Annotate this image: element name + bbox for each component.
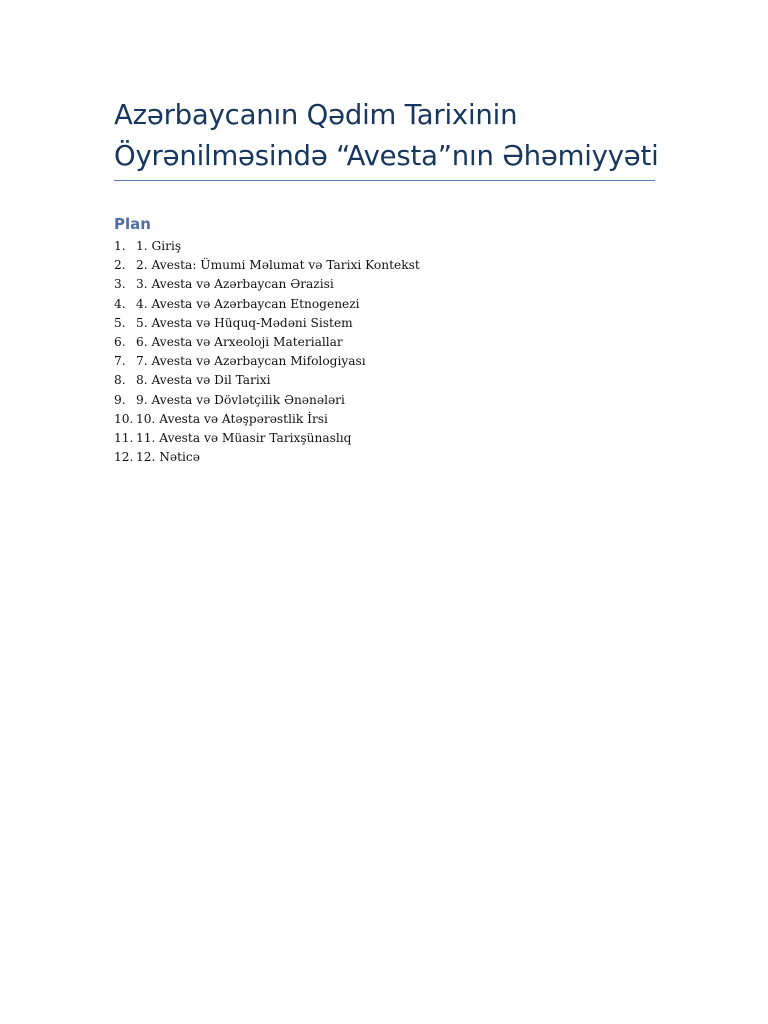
- list-item-text: 5. Avesta və Hüquq-Mədəni Sistem: [136, 315, 353, 330]
- list-item: [114, 333, 420, 352]
- list-item: [114, 237, 420, 256]
- list-item: [114, 448, 420, 467]
- list-item-text: 6. Avesta və Arxeoloji Materiallar: [136, 334, 343, 349]
- list-item: [114, 275, 420, 294]
- list-item-number: 1.: [114, 239, 126, 253]
- title-line-2: Öyrənilməsində “Avesta”nın Əhəmiyyəti: [114, 140, 659, 172]
- list-item-number: 4.: [114, 296, 126, 311]
- list-item-number: 7.: [114, 354, 126, 369]
- list-item: [114, 429, 420, 448]
- list-item-text: 10. Avesta və Atəşpərəstlik İrsi: [136, 411, 328, 426]
- list-item: [114, 295, 420, 314]
- list-item-text: 2. Avesta: Ümumi Məlumat və Tarixi Kontekst: [136, 258, 420, 273]
- list-item-number: 2.: [114, 258, 126, 273]
- title-line-1: Azərbaycanın Qədim Tarixinin: [114, 99, 518, 131]
- list-item-text: 1. Giriş: [136, 239, 182, 253]
- list-item-text: 9. Avesta və Dövlətçilik Ənənələri: [136, 392, 345, 407]
- title-underline: [114, 180, 655, 181]
- list-item: [114, 410, 420, 429]
- list-item-number: 12.: [114, 450, 134, 465]
- list-item-text: 4. Avesta və Azərbaycan Etnogenezi: [136, 296, 360, 311]
- list-item-number: 8.: [114, 373, 126, 388]
- list-item-number: 9.: [114, 392, 126, 407]
- plan-heading: Plan: [114, 215, 151, 233]
- list-item-number: 3.: [114, 277, 126, 292]
- list-item: [114, 256, 420, 275]
- list-item-text: 12. Nəticə: [136, 450, 200, 465]
- list-item: [114, 314, 420, 333]
- list-item-number: 6.: [114, 334, 126, 349]
- list-item-text: 3. Avesta və Azərbaycan Ərazisi: [136, 277, 334, 292]
- list-item-text: 11. Avesta və Müasir Tarixşünaslıq: [136, 430, 352, 445]
- list-item-number: 10.: [114, 411, 134, 426]
- document-title: [114, 95, 674, 177]
- list-item-number: 5.: [114, 315, 126, 330]
- list-item-text: 7. Avesta və Azərbaycan Mifologiyası: [136, 354, 366, 369]
- list-item: [114, 371, 420, 390]
- list-item-text: 8. Avesta və Dil Tarixi: [136, 373, 271, 388]
- list-item: [114, 391, 420, 410]
- list-item: [114, 352, 420, 371]
- plan-list: [114, 237, 420, 467]
- list-item-number: 11.: [114, 430, 134, 445]
